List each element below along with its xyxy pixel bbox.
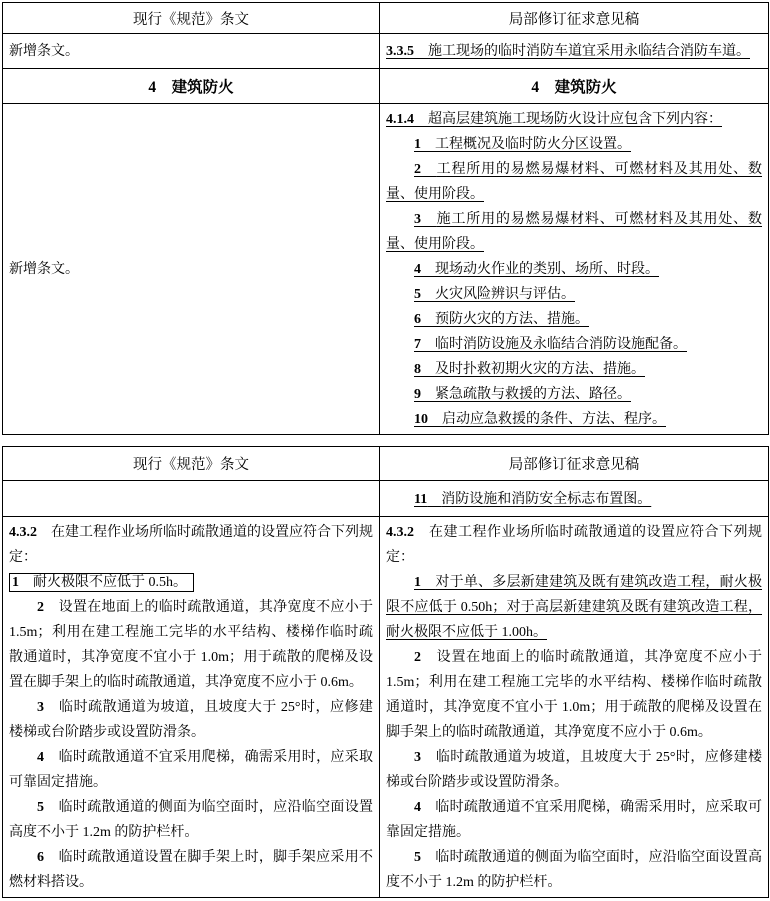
clause-text: 在建工程作业场所临时疏散通道的设置应符合下列规定：: [9, 525, 373, 565]
clause-paragraph: [9, 570, 373, 595]
clause-paragraph: [9, 845, 373, 895]
clause-number: 1: [12, 575, 19, 590]
clause-paragraph: [386, 257, 762, 282]
clause-text: 临时消防设施及永临结合消防设施配备。: [435, 337, 687, 352]
clause-text: 紧急疏散与救援的方法、路径。: [435, 387, 631, 402]
clause-text: 对于单、多层新建建筑及既有建筑改造工程，耐火极限不应低于 0.50h；对于高层新建建筑及既有建筑改造工程，耐火极限不应低于 1.00h。: [386, 575, 763, 640]
clause-number: 7: [414, 337, 421, 352]
clause-text: 临时疏散通道的侧面为临空面时，应沿临空面设置高度不小于 1.2m 的防护栏杆。: [386, 850, 763, 890]
clause-number: 3: [414, 750, 421, 765]
cell-new-provision-note-2: [3, 104, 380, 435]
clause-text: 现场动火作业的类别、场所、时段。: [435, 262, 659, 277]
clause-paragraph: [9, 795, 373, 845]
clause-number: 4: [414, 262, 421, 277]
clause-paragraph: [9, 520, 373, 570]
cell-clause-3-3-5: [380, 34, 769, 69]
cell-new-provision-note: [3, 34, 380, 69]
clause-number: 5: [414, 850, 421, 865]
clause-text: 及时扑救初期火灾的方法、措施。: [435, 362, 645, 377]
clause-text: 耐火极限不应低于 0.5h。: [33, 575, 187, 590]
clause-paragraph: [386, 645, 762, 745]
clause-number: 10: [414, 412, 428, 427]
clause-text: 工程所用的易燃易爆材料、可燃材料及其用处、数量、使用阶段。: [386, 162, 763, 202]
new-provision-label: 新增条文。: [9, 262, 79, 277]
clause-number: 1: [414, 575, 421, 590]
clause-paragraph: [386, 570, 762, 645]
clause-paragraph: [386, 845, 762, 895]
clause-paragraph: [9, 595, 373, 695]
clause-paragraph: [386, 745, 762, 795]
clause-number: 4: [414, 800, 421, 815]
clause-text: 超高层建筑施工现场防火设计应包含下列内容：: [428, 112, 722, 127]
clause-number: 5: [37, 800, 44, 815]
clause-text: 临时疏散通道不宜采用爬梯，确需采用时，应采取可靠固定措施。: [386, 800, 763, 840]
clause-number: 4.3.2: [386, 525, 414, 540]
clause-paragraph: [9, 695, 373, 745]
clause-number: 9: [414, 387, 421, 402]
clause-text: 临时疏散通道设置在脚手架上时，脚手架应采用不燃材料搭设。: [9, 850, 373, 890]
clause-number: 4: [37, 750, 44, 765]
clause-paragraph: [386, 207, 762, 257]
clause-paragraph: [386, 132, 762, 157]
clause-text: 启动应急救援的条件、方法、程序。: [442, 412, 666, 427]
clause-text: 火灾风险辨识与评估。: [435, 287, 575, 302]
clause-text: 消防设施和消防安全标志布置图。: [441, 491, 652, 507]
clause-paragraph: [386, 307, 762, 332]
clause-paragraph: [386, 357, 762, 382]
clause-number: 1: [414, 137, 421, 152]
comparison-table-2: [2, 446, 769, 898]
cell-clause-4-3-2-current: [3, 517, 380, 898]
clause-paragraph: [386, 407, 762, 432]
clause-text: 临时疏散通道的侧面为临空面时，应沿临空面设置高度不小于 1.2m 的防护栏杆。: [9, 800, 373, 840]
clause-text: 临时疏散通道为坡道，且坡度大于 25°时，应修建楼梯或台阶踏步或设置防滑条。: [9, 700, 374, 740]
clause-text: 在建工程作业场所临时疏散通道的设置应符合下列规定：: [386, 525, 762, 565]
cell-clause-4-3-2-revision: [380, 517, 769, 898]
clause-text: 施工所用的易燃易爆材料、可燃材料及其用处、数量、使用阶段。: [386, 212, 763, 252]
clause-text: 临时疏散通道不宜采用爬梯，确需采用时，应采取可靠固定措施。: [9, 750, 373, 790]
clause-paragraph: [386, 157, 762, 207]
cell-clause-4-1-4: [380, 104, 769, 435]
comparison-table-1: [2, 2, 769, 435]
clause-number: 6: [37, 850, 44, 865]
clause-paragraph: [386, 795, 762, 845]
cell-empty: [3, 481, 380, 517]
clause-paragraph: [386, 107, 762, 132]
clause-number: 4.1.4: [386, 112, 414, 127]
clause-number: 2: [414, 650, 421, 665]
chapter-heading-revision: 4 建筑防火: [380, 69, 769, 104]
clause-text: 施工现场的临时消防车道宜采用永临结合消防车道。: [428, 44, 750, 59]
clause-number: 6: [414, 312, 421, 327]
clause-text: 预防火灾的方法、措施。: [435, 312, 589, 327]
clause-text: 工程概况及临时防火分区设置。: [435, 137, 631, 152]
clause-number: 8: [414, 362, 421, 377]
boxed-clause: [9, 573, 194, 592]
clause-number: 5: [414, 287, 421, 302]
clause-number: 2: [414, 162, 421, 177]
clause-text: 设置在地面上的临时疏散通道，其净宽度不应小于 1.5m；利用在建工程施工完毕的水平结构、楼梯作临时疏散通道时，其净宽度不宜小于 1.0m；用于疏散的爬梯及设置在脚手架上的临时疏散通道，其净宽度不应小于 0.6m。: [386, 650, 763, 740]
clause-paragraph: [9, 745, 373, 795]
clause-number: 2: [37, 600, 44, 615]
clause-paragraph: [386, 520, 762, 570]
column-header-current-code: 现行《规范》条文: [3, 447, 380, 481]
clause-text: 设置在地面上的临时疏散通道，其净宽度不应小于 1.5m；利用在建工程施工完毕的水平结构、楼梯作临时疏散通道时，其净宽度不宜小于 1.0m；用于疏散的爬梯及设置在脚手架上的临时疏散通道，其净宽度不应小于 0.6m。: [9, 600, 373, 690]
chapter-heading-current: 4 建筑防火: [3, 69, 380, 104]
clause-paragraph: [386, 332, 762, 357]
column-header-current-code: 现行《规范》条文: [3, 3, 380, 34]
clause-number: 3.3.5: [386, 44, 414, 59]
clause-paragraph: [386, 39, 762, 64]
column-header-revision-draft: 局部修订征求意见稿: [380, 3, 769, 34]
clause-number: 3: [414, 212, 421, 227]
cell-clause-11: [380, 481, 769, 517]
clause-paragraph: [386, 282, 762, 307]
clause-paragraph: [386, 487, 762, 512]
clause-number: 4.3.2: [9, 525, 37, 540]
clause-paragraph: [386, 382, 762, 407]
clause-text: 临时疏散通道为坡道，且坡度大于 25°时，应修建楼梯或台阶踏步或设置防滑条。: [386, 750, 762, 790]
new-provision-label: 新增条文。: [9, 44, 79, 59]
clause-number: 11: [414, 491, 428, 507]
clause-number: 3: [37, 700, 44, 715]
column-header-revision-draft: 局部修订征求意见稿: [380, 447, 769, 481]
